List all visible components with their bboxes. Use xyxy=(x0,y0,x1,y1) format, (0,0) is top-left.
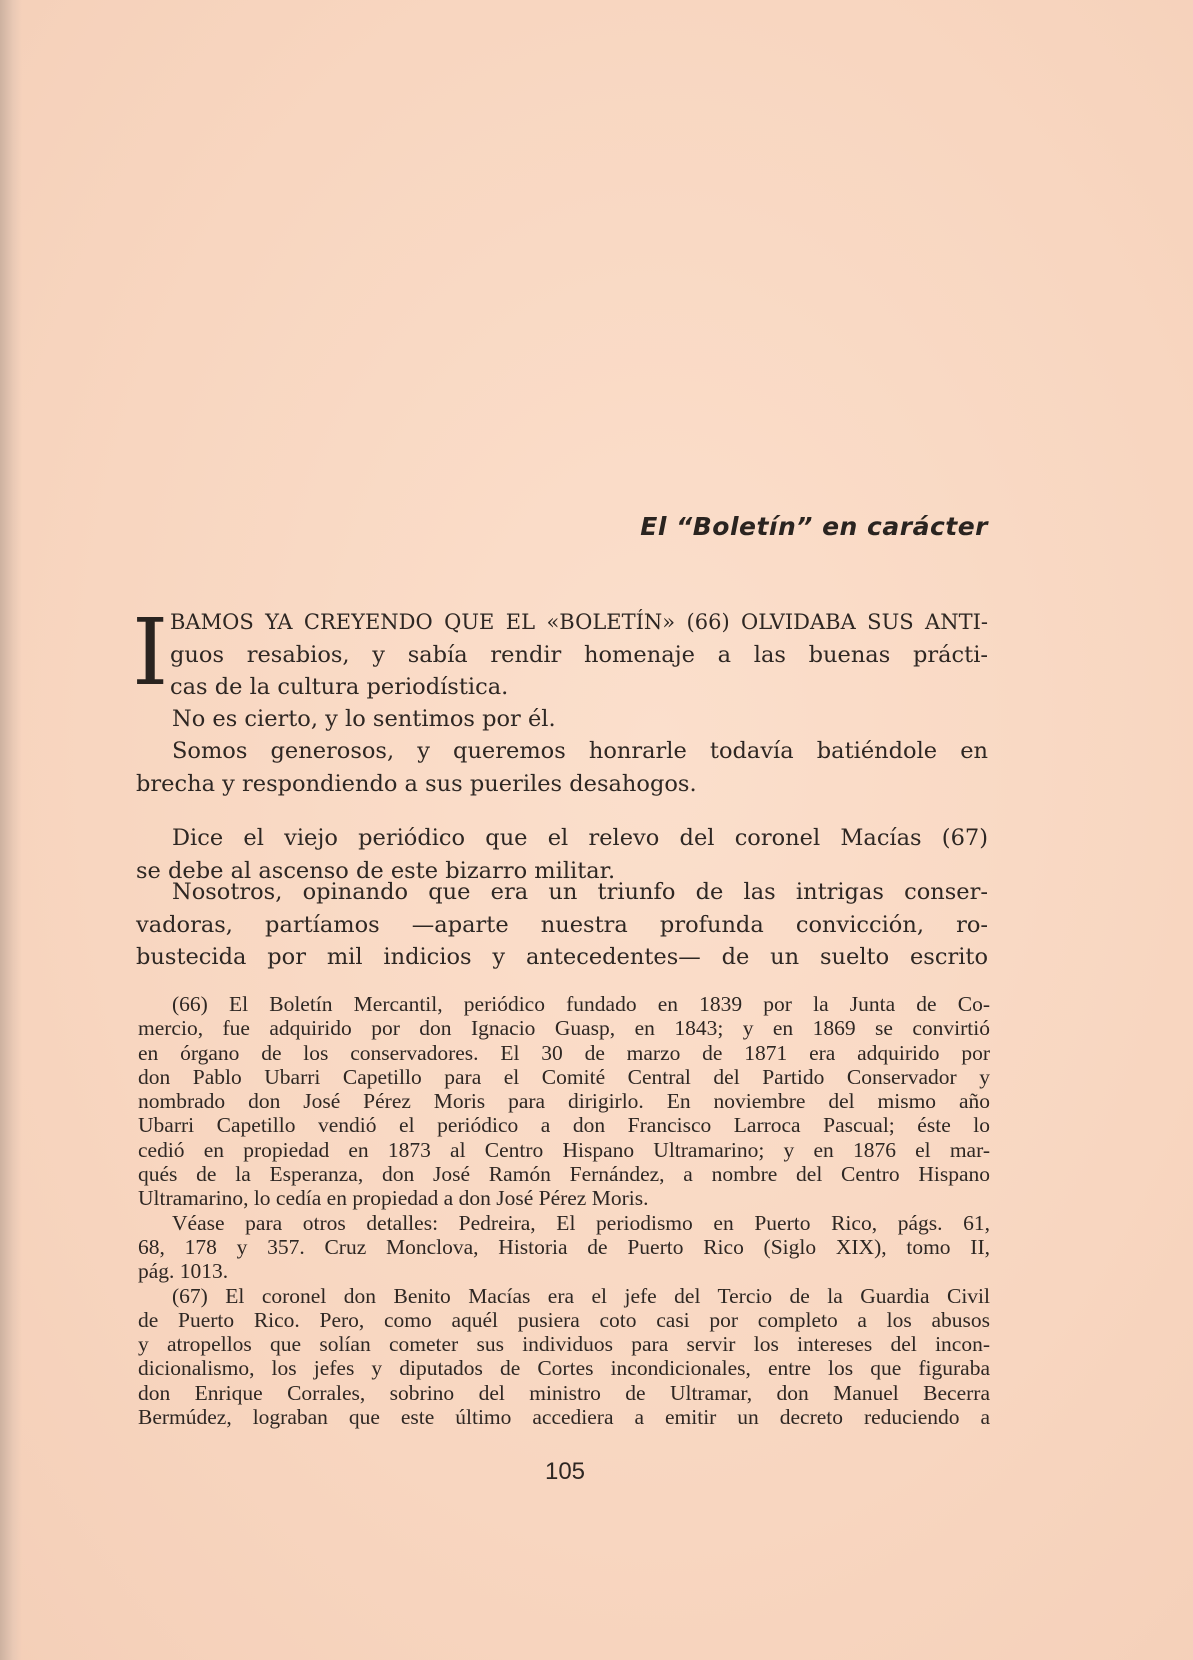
paragraph-2 xyxy=(136,703,988,736)
footnote-line: Ubarri Capetillo vendió el periódico a don Francisco Larroca Pascual; éste lo xyxy=(138,1113,990,1138)
body-line: Somos generosos, y queremos honrarle todavía batiéndole en xyxy=(172,738,988,764)
footnote-line: Ultramarino, lo cedía en propiedad a don José Pérez Moris. xyxy=(138,1186,649,1211)
footnote-line: en órgano de los conservadores. El 30 de marzo de 1871 era adquirido por xyxy=(138,1040,990,1065)
footnote-line: (67) El coronel don Benito Macías era el jefe del Tercio de la Guardia Civil xyxy=(172,1283,990,1308)
footnote-line: cedió en propiedad en 1873 al Centro Hispano Ultramarino; y en 1876 el mar- xyxy=(138,1137,990,1162)
footnote-line: don Enrique Corrales, sobrino del ministro de Ultramar, don Manuel Becerra xyxy=(138,1380,990,1405)
footnote-line: mercio, fue adquirido por don Ignacio Guasp, en 1843; y en 1869 se convirtió xyxy=(138,1016,990,1041)
opening-paragraph xyxy=(170,606,988,704)
footnote-line: Bermúdez, lograban que este último accediera a emitir un decreto reduciendo a xyxy=(138,1405,990,1430)
body-line: Nosotros, opinando que era un triunfo de las intrigas conser- xyxy=(172,879,988,905)
body-line: bustecida por mil indicios y antecedentes— de un suelto escrito xyxy=(136,944,988,970)
footnote-66-references xyxy=(138,1211,990,1284)
page-edge-shadow xyxy=(0,0,22,1660)
body-line: BAMOS YA CREYENDO QUE EL «BOLETÍN» (66) OLVIDABA SUS ANTI- xyxy=(170,610,988,634)
footnote-line: Véase para otros detalles: Pedreira, El periodismo en Puerto Rico, págs. 61, xyxy=(172,1210,990,1235)
footnote-line: dicionalismo, los jefes y diputados de Cortes incondicionales, entre los que figuraba xyxy=(138,1356,990,1381)
body-line: vadoras, partíamos —aparte nuestra profunda convicción, ro- xyxy=(136,911,988,938)
footnote-line: nombrado don José Pérez Moris para dirigirlo. En noviembre del mismo año xyxy=(138,1089,990,1114)
paragraph-5 xyxy=(136,876,988,974)
footnote-66 xyxy=(138,992,990,1211)
footnote-line: (66) El Boletín Mercantil, periódico fundado en 1839 por la Junta de Co- xyxy=(172,992,990,1016)
footnote-line: pág. 1013. xyxy=(138,1259,229,1284)
footnote-line: 68, 178 y 357. Cruz Monclova, Historia de Puerto Rico (Siglo XIX), tomo II, xyxy=(138,1234,990,1259)
body-line: Dice el viejo periódico que el relevo del coronel Macías (67) xyxy=(172,825,988,851)
body-line: brecha y respondiendo a sus pueriles desahogos. xyxy=(136,770,697,797)
footnote-line: don Pablo Ubarri Capetillo para el Comité Central del Partido Conservador y xyxy=(138,1064,990,1089)
drop-cap: I xyxy=(132,599,169,706)
footnote-line: y atropellos que solían cometer sus individuos para servir los intereses del incon- xyxy=(138,1332,990,1357)
body-line: cas de la cultura periodística. xyxy=(170,674,509,700)
footnote-line: de Puerto Rico. Pero, como aquél pusiera coto casi por completo a los abusos xyxy=(138,1307,990,1332)
body-line: No es cierto, y lo sentimos por él. xyxy=(172,706,556,732)
chapter-title: El “Boletín” en carácter xyxy=(640,512,988,541)
paragraph-3 xyxy=(136,735,988,800)
footnote-line: qués de la Esperanza, don José Ramón Fernández, a nombre del Centro Hispano xyxy=(138,1162,990,1187)
page-number: 105 xyxy=(544,1458,586,1485)
footnote-67 xyxy=(138,1284,990,1430)
footnotes xyxy=(138,992,990,1429)
body-line: guos resabios, y sabía rendir homenaje a las buenas prácti- xyxy=(170,641,988,668)
body-line: se debe al ascenso de este bizarro militar. xyxy=(136,857,616,884)
